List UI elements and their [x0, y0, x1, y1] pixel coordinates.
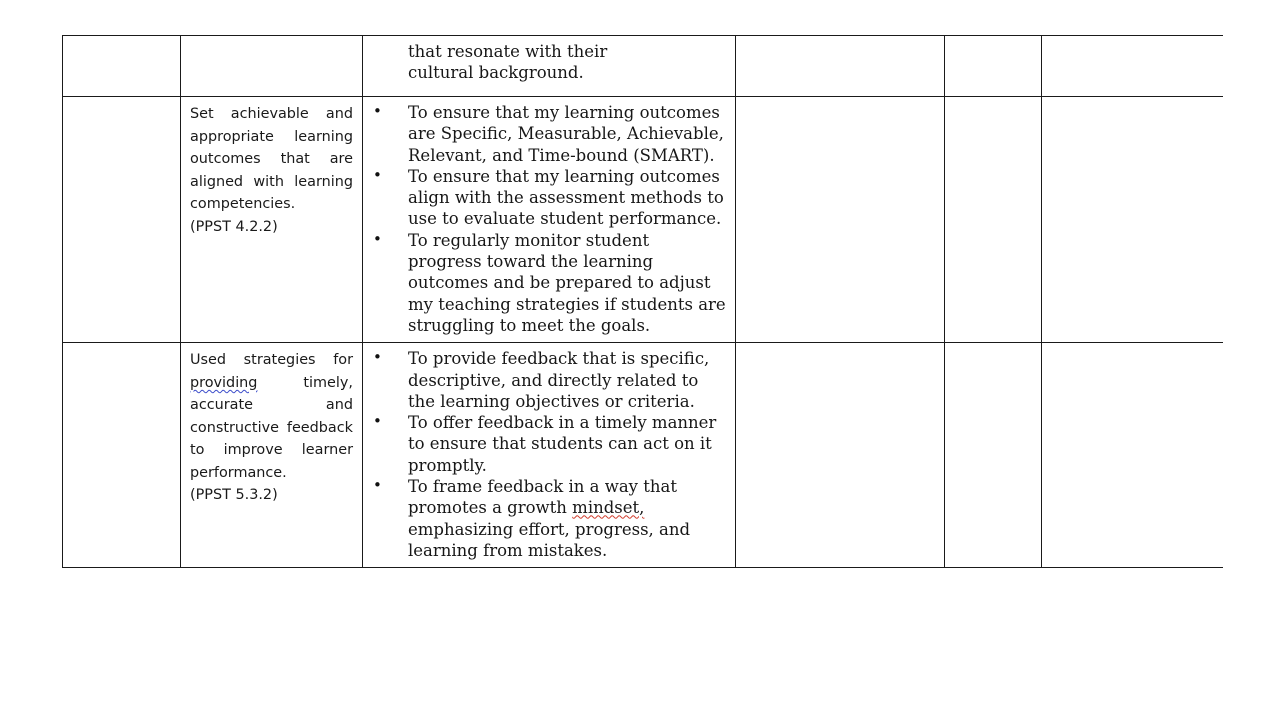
cell-col5-row1[interactable] [945, 36, 1042, 97]
cell-col3-row3[interactable] [363, 343, 736, 568]
cell-col5-row3[interactable] [945, 343, 1042, 568]
spell-flagged-word[interactable]: mindset, [572, 498, 645, 518]
objective-body: Set achievable and appropriate learning outcomes that are aligned with learning competencies. [190, 106, 353, 212]
cell-col1-row3[interactable] [63, 343, 181, 568]
table-row [63, 36, 1224, 97]
cell-col1-row2[interactable] [63, 97, 181, 343]
rationale-list-ppst-532 [363, 343, 735, 567]
cell-col6-row1[interactable] [1042, 36, 1224, 97]
cell-col3-row1[interactable] [363, 36, 736, 97]
cell-col6-row3[interactable] [1042, 343, 1224, 568]
cell-col5-row2[interactable] [945, 97, 1042, 343]
table-row [63, 97, 1224, 343]
table-viewport [62, 35, 1223, 687]
col3-continuation-text [363, 36, 735, 90]
cell-col3-row2[interactable] [363, 97, 736, 343]
bullet-text-before: To frame feedback in a way that promotes a growth [408, 477, 677, 518]
cell-col2-row3[interactable] [181, 343, 363, 568]
objective-body [190, 349, 353, 484]
competency-table [62, 35, 1223, 568]
list-item: • To ensure that my learning outcomes align with the assessment methods to use to evaluate student performance. [373, 166, 727, 230]
bullet-list [373, 102, 727, 336]
table-row [63, 343, 1224, 568]
list-item: • To provide feedback that is specific, descriptive, and directly related to the learning objectives or criteria. [373, 348, 727, 412]
objective-code: (PPST 5.3.2) [190, 487, 278, 504]
continuation-line-2: cultural background. [408, 63, 584, 83]
objective-code: (PPST 4.2.2) [190, 218, 278, 235]
cell-col4-row3[interactable] [736, 343, 945, 568]
list-item: • To offer feedback in a timely manner to ensure that students can act on it promptly. [373, 412, 727, 476]
list-item: • To ensure that my learning outcomes are Specific, Measurable, Achievable, Relevant, and Time-bound (SMART). [373, 102, 727, 166]
objective-suffix: timely, accurate and constructive feedback to improve learner performance. [190, 374, 353, 481]
cell-col4-row1[interactable] [736, 36, 945, 97]
bullet-list [373, 348, 727, 561]
cell-col4-row2[interactable] [736, 97, 945, 343]
objective-text-ppst-422 [181, 97, 362, 245]
cell-col6-row2[interactable] [1042, 97, 1224, 343]
cell-col2-row2[interactable] [181, 97, 363, 343]
objective-text-ppst-532 [181, 343, 362, 514]
bullet-text-after: emphasizing effort, progress, and learning from mistakes. [408, 519, 691, 560]
cell-col1-row1[interactable] [63, 36, 181, 97]
objective-prefix: Used strategies for [190, 352, 353, 369]
list-item: • To regularly monitor student progress toward the learning outcomes and be prepared to adjust my teaching strategies if students are struggling to meet the goals. [373, 230, 727, 336]
continuation-line-1: that resonate with their [408, 42, 608, 61]
list-item [373, 476, 727, 561]
cell-col2-row1[interactable] [181, 36, 363, 97]
grammar-flagged-word[interactable]: providing [190, 374, 258, 391]
rationale-list-ppst-422 [363, 97, 735, 342]
